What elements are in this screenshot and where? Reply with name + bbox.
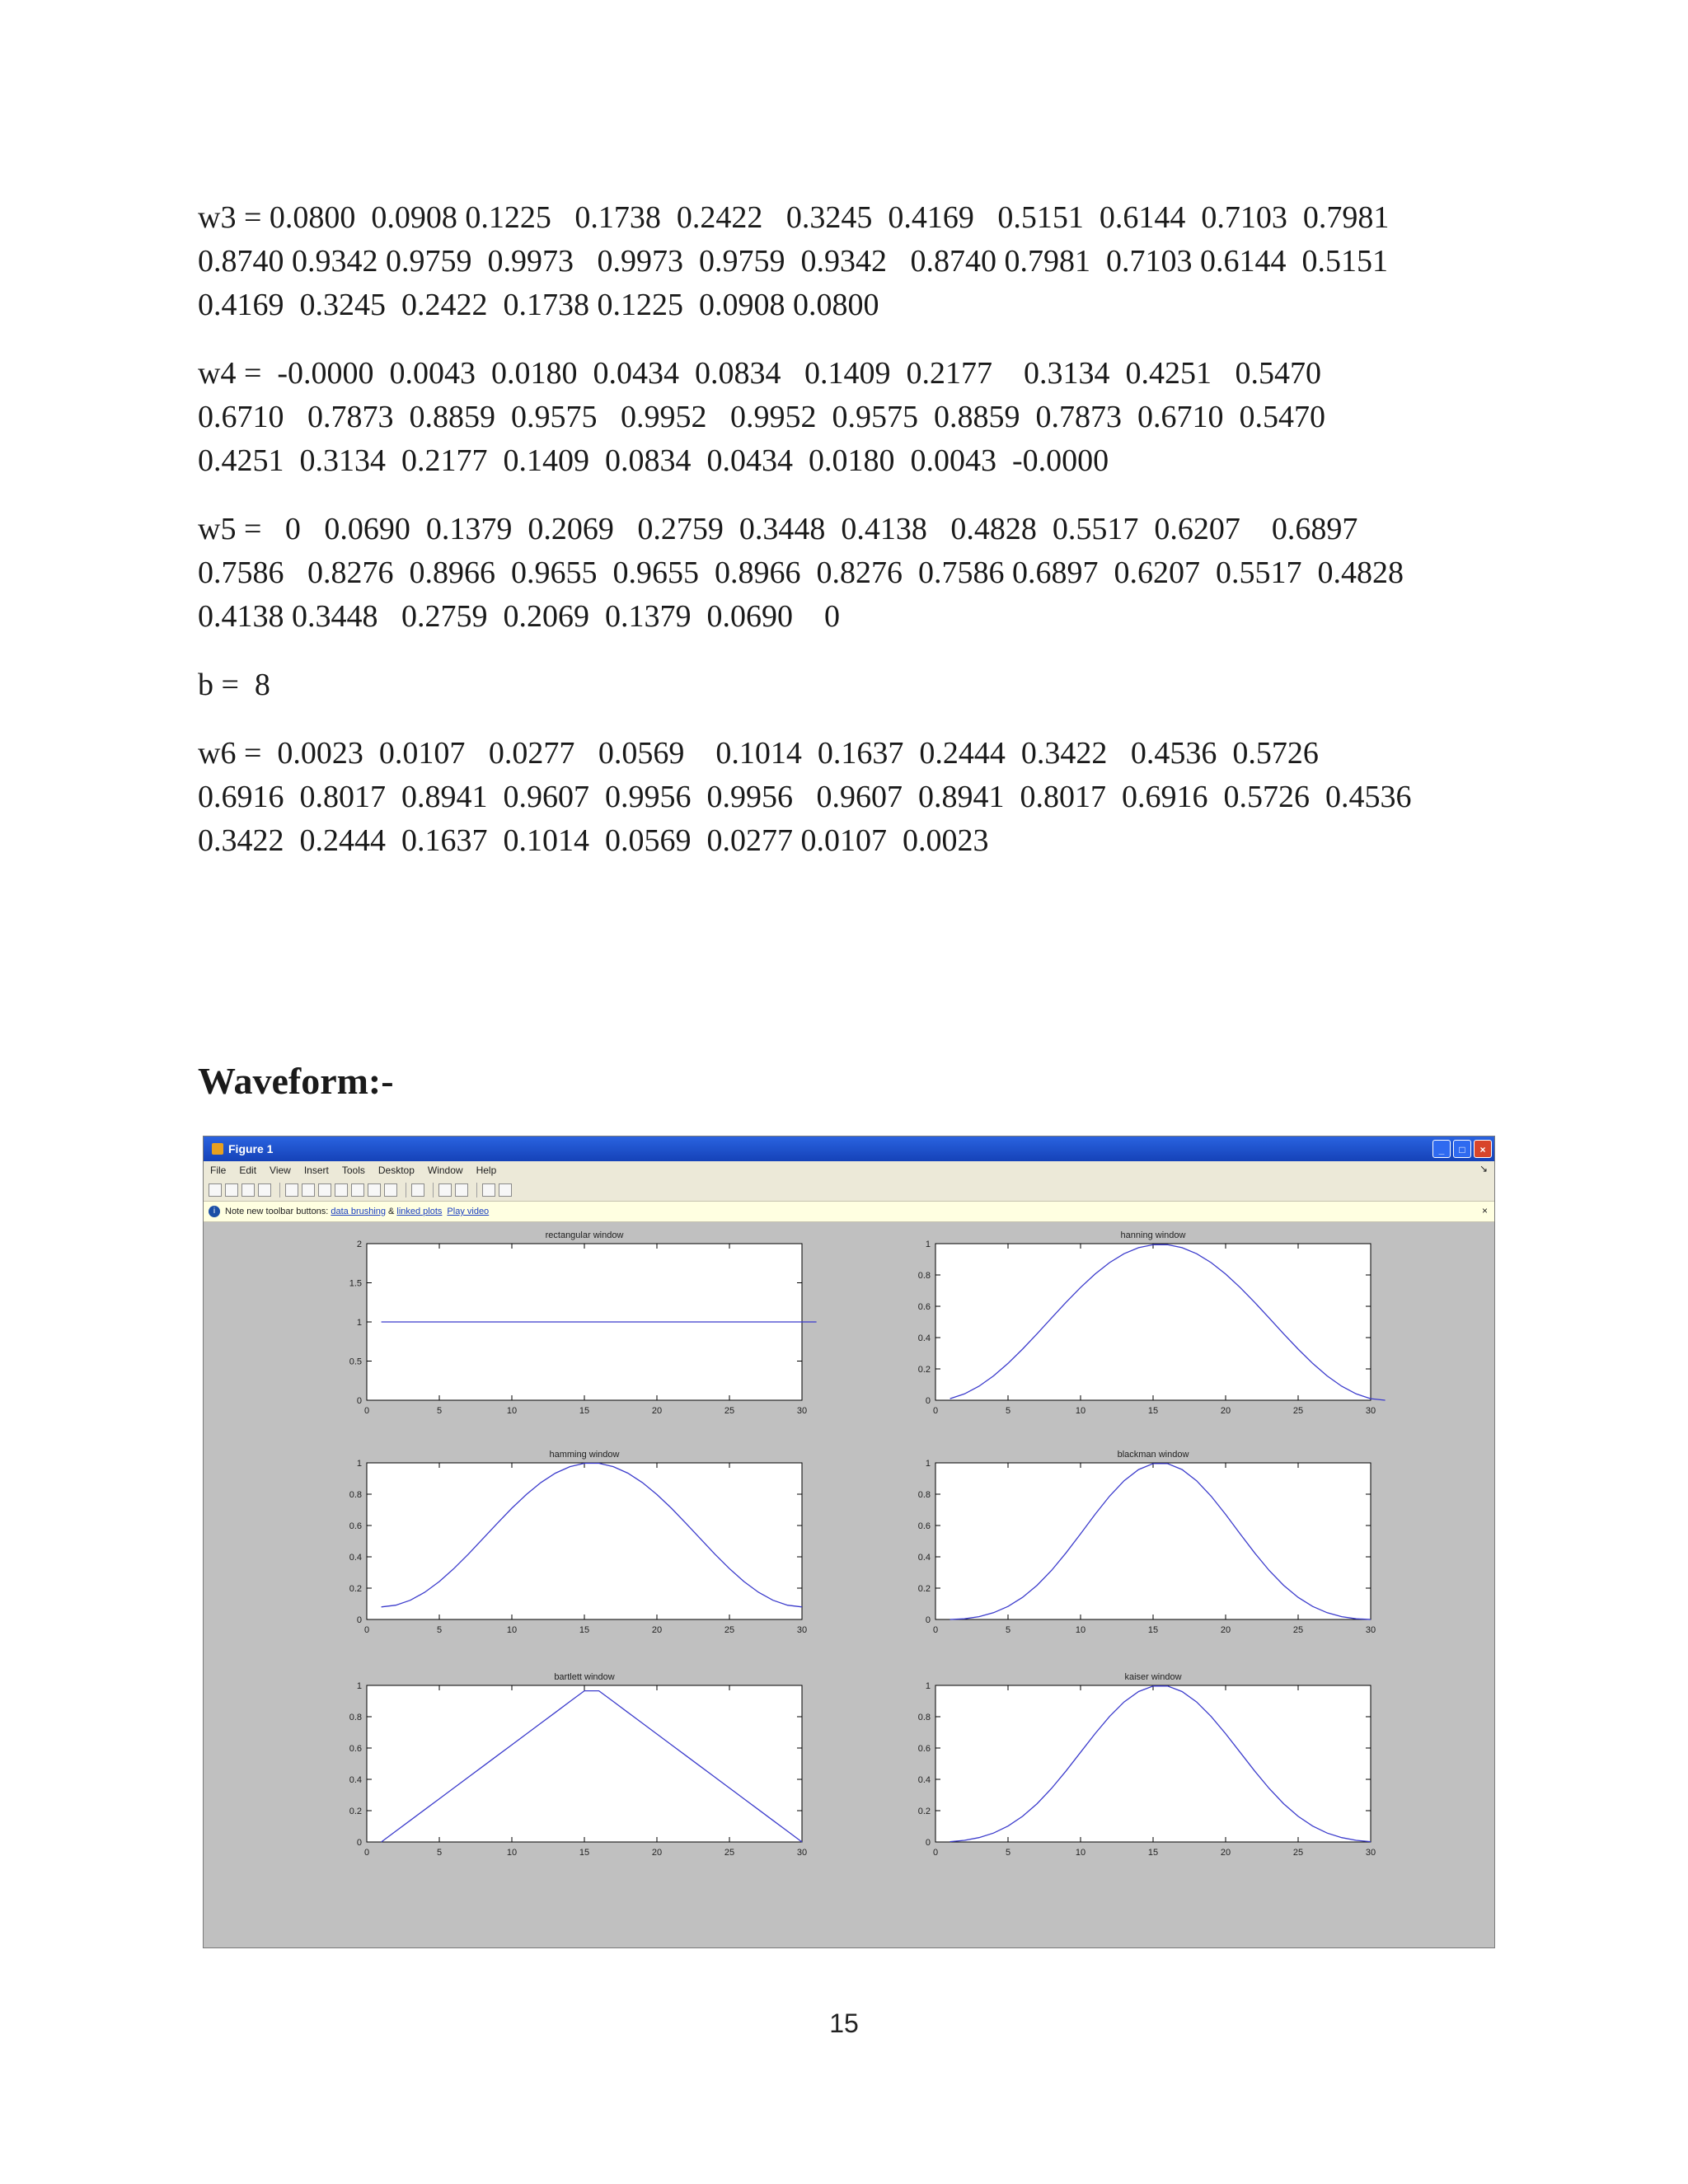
subplot-title: hanning window (1120, 1230, 1186, 1240)
axes-box (935, 1685, 1371, 1842)
menu-desktop[interactable]: Desktop (377, 1165, 415, 1176)
play-video-link[interactable]: Play video (447, 1207, 490, 1216)
zoom-in-icon[interactable] (302, 1183, 315, 1197)
y-tick-label: 0.2 (917, 1365, 931, 1375)
x-tick-label: 0 (932, 1848, 939, 1858)
info-ampersand: & (388, 1207, 395, 1216)
menu-help[interactable]: Help (476, 1165, 497, 1176)
menu-window[interactable]: Window (427, 1165, 463, 1176)
x-tick-label: 10 (1075, 1406, 1086, 1416)
save-icon[interactable] (241, 1183, 255, 1197)
w6-line-2: 0.6916 0.8017 0.8941 0.9607 0.9956 0.9956 0.9607 0.8941 0.8017 0.6916 0.5726 0.4536 (198, 780, 1412, 814)
x-tick-label: 15 (579, 1625, 590, 1635)
x-tick-label: 30 (796, 1848, 808, 1858)
legend-icon[interactable] (455, 1183, 468, 1197)
dock-arrow-icon[interactable]: ↘ (1479, 1163, 1488, 1174)
y-tick-label: 0 (356, 1615, 362, 1625)
y-tick-label: 0.4 (917, 1775, 931, 1785)
b-block (198, 663, 1517, 707)
y-tick-label: 0.8 (917, 1490, 931, 1500)
zoom-out-icon[interactable] (318, 1183, 331, 1197)
x-tick-label: 30 (1365, 1848, 1376, 1858)
y-tick-label: 0 (925, 1396, 931, 1406)
link-icon[interactable] (411, 1183, 424, 1197)
x-tick-label: 5 (1005, 1848, 1011, 1858)
x-tick-label: 0 (363, 1625, 370, 1635)
y-tick-label: 0.6 (349, 1744, 362, 1754)
y-tick-label: 0.2 (349, 1584, 362, 1594)
subplot-title: bartlett window (554, 1672, 615, 1682)
y-tick-label: 0.4 (349, 1775, 362, 1785)
matlab-icon (212, 1143, 223, 1155)
w5-line-3: 0.4138 0.3448 0.2759 0.2069 0.1379 0.0690 0 (198, 599, 840, 634)
minimize-icon[interactable]: _ (1432, 1140, 1451, 1158)
linked-plots-link[interactable]: linked plots (396, 1207, 443, 1216)
y-tick-label: 1 (356, 1681, 362, 1691)
x-tick-label: 10 (1075, 1625, 1086, 1635)
x-tick-label: 20 (651, 1406, 663, 1416)
matlab-figure-window (203, 1136, 1495, 1948)
y-tick-label: 0.5 (349, 1357, 362, 1367)
x-tick-label: 25 (1292, 1848, 1304, 1858)
menu-bar (204, 1161, 1494, 1179)
x-tick-label: 5 (436, 1848, 443, 1858)
open-icon[interactable] (225, 1183, 238, 1197)
menu-file[interactable]: File (210, 1165, 227, 1176)
x-tick-label: 5 (436, 1625, 443, 1635)
w4-line-2: 0.6710 0.7873 0.8859 0.9575 0.9952 0.9952 0.9575 0.8859 0.7873 0.6710 0.5470 (198, 400, 1325, 434)
y-tick-label: 1 (356, 1459, 362, 1469)
x-tick-label: 0 (932, 1406, 939, 1416)
title-bar[interactable] (204, 1137, 1494, 1161)
x-tick-label: 0 (932, 1625, 939, 1635)
y-tick-label: 0.6 (917, 1744, 931, 1754)
subplot-title: blackman window (1117, 1450, 1189, 1460)
new-icon[interactable] (209, 1183, 222, 1197)
x-tick-label: 20 (651, 1848, 663, 1858)
x-tick-label: 15 (1147, 1625, 1159, 1635)
window-title: Figure 1 (228, 1142, 274, 1155)
w5-line-2: 0.7586 0.8276 0.8966 0.9655 0.9655 0.8966 0.8276 0.7586 0.6897 0.6207 0.5517 0.4828 (198, 555, 1404, 590)
rotate-icon[interactable] (351, 1183, 364, 1197)
x-tick-label: 25 (1292, 1406, 1304, 1416)
x-tick-label: 20 (1220, 1625, 1231, 1635)
y-tick-label: 0 (356, 1838, 362, 1848)
page-number: 15 (829, 2008, 859, 2038)
x-tick-label: 25 (724, 1625, 735, 1635)
y-tick-label: 2 (356, 1240, 362, 1249)
x-tick-label: 15 (1147, 1848, 1159, 1858)
w6-line-1: w6 = 0.0023 0.0107 0.0277 0.0569 0.1014 0.1637 0.2444 0.3422 0.4536 0.5726 (198, 736, 1319, 771)
w6-line-3: 0.3422 0.2444 0.1637 0.1014 0.0569 0.0277 0.0107 0.0023 (198, 823, 989, 858)
x-tick-label: 0 (363, 1406, 370, 1416)
x-tick-label: 25 (724, 1848, 735, 1858)
x-tick-label: 15 (579, 1848, 590, 1858)
y-tick-label: 0.2 (349, 1807, 362, 1816)
menu-insert[interactable]: Insert (303, 1165, 329, 1176)
x-tick-label: 15 (1147, 1406, 1159, 1416)
y-tick-label: 0.4 (349, 1553, 362, 1563)
y-tick-label: 0.6 (917, 1521, 931, 1531)
y-tick-label: 1 (925, 1459, 931, 1469)
x-tick-label: 30 (796, 1625, 808, 1635)
x-tick-label: 20 (1220, 1406, 1231, 1416)
data-brushing-link[interactable]: data brushing (331, 1207, 387, 1216)
y-tick-label: 0.2 (917, 1584, 931, 1594)
menu-tools[interactable]: Tools (341, 1165, 365, 1176)
x-tick-label: 25 (724, 1406, 735, 1416)
x-tick-label: 30 (796, 1406, 808, 1416)
x-tick-label: 5 (1005, 1406, 1011, 1416)
arrow-icon[interactable] (285, 1183, 298, 1197)
y-tick-label: 0.6 (349, 1521, 362, 1531)
y-tick-label: 0.6 (917, 1302, 931, 1312)
subplot-title: hamming window (549, 1450, 620, 1460)
subplot-title: kaiser window (1124, 1672, 1182, 1682)
y-tick-label: 0.2 (917, 1807, 931, 1816)
w4-line-3: 0.4251 0.3134 0.2177 0.1409 0.0834 0.0434 0.0180 0.0043 -0.0000 (198, 443, 1109, 478)
hide-icon[interactable] (482, 1183, 495, 1197)
pan-icon[interactable] (335, 1183, 348, 1197)
x-tick-label: 20 (651, 1625, 663, 1635)
y-tick-label: 0 (356, 1396, 362, 1406)
brush-icon[interactable] (384, 1183, 397, 1197)
subplot-title: rectangular window (545, 1230, 624, 1240)
y-tick-label: 0.4 (917, 1553, 931, 1563)
w3-line-2: 0.8740 0.9342 0.9759 0.9973 0.9973 0.9759 0.9342 0.8740 0.7981 0.7103 0.6144 0.5151 (198, 244, 1388, 279)
y-tick-label: 1 (925, 1681, 931, 1691)
y-tick-label: 0.8 (917, 1713, 931, 1722)
x-tick-label: 10 (506, 1625, 518, 1635)
x-tick-label: 15 (579, 1406, 590, 1416)
x-tick-label: 10 (506, 1406, 518, 1416)
w5-block (198, 508, 1517, 639)
y-tick-label: 0 (925, 1615, 931, 1625)
info-bar (204, 1202, 1494, 1222)
figure-toolbar (204, 1179, 1494, 1202)
info-close-icon[interactable]: × (1481, 1205, 1488, 1216)
close-icon[interactable]: × (1474, 1140, 1492, 1158)
w3-line-3: 0.4169 0.3245 0.2422 0.1738 0.1225 0.0908 0.0800 (198, 288, 879, 322)
y-tick-label: 0.8 (349, 1490, 362, 1500)
x-tick-label: 25 (1292, 1625, 1304, 1635)
toolbar-separator (433, 1183, 434, 1197)
y-tick-label: 1 (356, 1318, 362, 1328)
toolbar-separator (279, 1183, 280, 1197)
x-tick-label: 10 (1075, 1848, 1086, 1858)
w5-line-1: w5 = 0 0.0690 0.1379 0.2069 0.2759 0.3448 0.4138 0.4828 0.5517 0.6207 0.6897 (198, 512, 1358, 546)
subplots-area (204, 1221, 1494, 1947)
x-tick-label: 5 (436, 1406, 443, 1416)
w4-block (198, 352, 1517, 483)
b-line: b = 8 (198, 668, 270, 702)
section-title: Waveform:- (198, 1060, 394, 1102)
menu-view[interactable]: View (270, 1165, 291, 1176)
y-tick-label: 0.8 (349, 1713, 362, 1722)
w3-block (198, 196, 1517, 327)
x-tick-label: 10 (506, 1848, 518, 1858)
toolbar-separator (476, 1183, 477, 1197)
y-tick-label: 0.4 (917, 1333, 931, 1343)
y-tick-label: 1 (925, 1240, 931, 1249)
x-tick-label: 5 (1005, 1625, 1011, 1635)
x-tick-label: 0 (363, 1848, 370, 1858)
axes-box (935, 1244, 1371, 1400)
x-tick-label: 30 (1365, 1406, 1376, 1416)
x-tick-label: 20 (1220, 1848, 1231, 1858)
datacursor-icon[interactable] (368, 1183, 381, 1197)
w4-line-1: w4 = -0.0000 0.0043 0.0180 0.0434 0.0834 0.1409 0.2177 0.3134 0.4251 0.5470 (198, 356, 1322, 391)
info-icon: i (209, 1206, 220, 1217)
y-tick-label: 0 (925, 1838, 931, 1848)
show-icon[interactable] (499, 1183, 512, 1197)
y-tick-label: 1.5 (349, 1278, 362, 1289)
w6-block (198, 732, 1517, 863)
colorbar-icon[interactable] (438, 1183, 452, 1197)
axes-box (367, 1685, 802, 1842)
window-coefficients (198, 196, 1517, 888)
axes-box (935, 1463, 1371, 1619)
maximize-icon[interactable]: □ (1453, 1140, 1471, 1158)
w3-line-1: w3 = 0.0800 0.0908 0.1225 0.1738 0.2422 0.3245 0.4169 0.5151 0.6144 0.7103 0.7981 (198, 200, 1390, 235)
menu-edit[interactable]: Edit (239, 1165, 257, 1176)
axes-box (367, 1463, 802, 1619)
info-text: Note new toolbar buttons: (225, 1207, 329, 1216)
x-tick-label: 30 (1365, 1625, 1376, 1635)
y-tick-label: 0.8 (917, 1271, 931, 1281)
print-icon[interactable] (258, 1183, 271, 1197)
